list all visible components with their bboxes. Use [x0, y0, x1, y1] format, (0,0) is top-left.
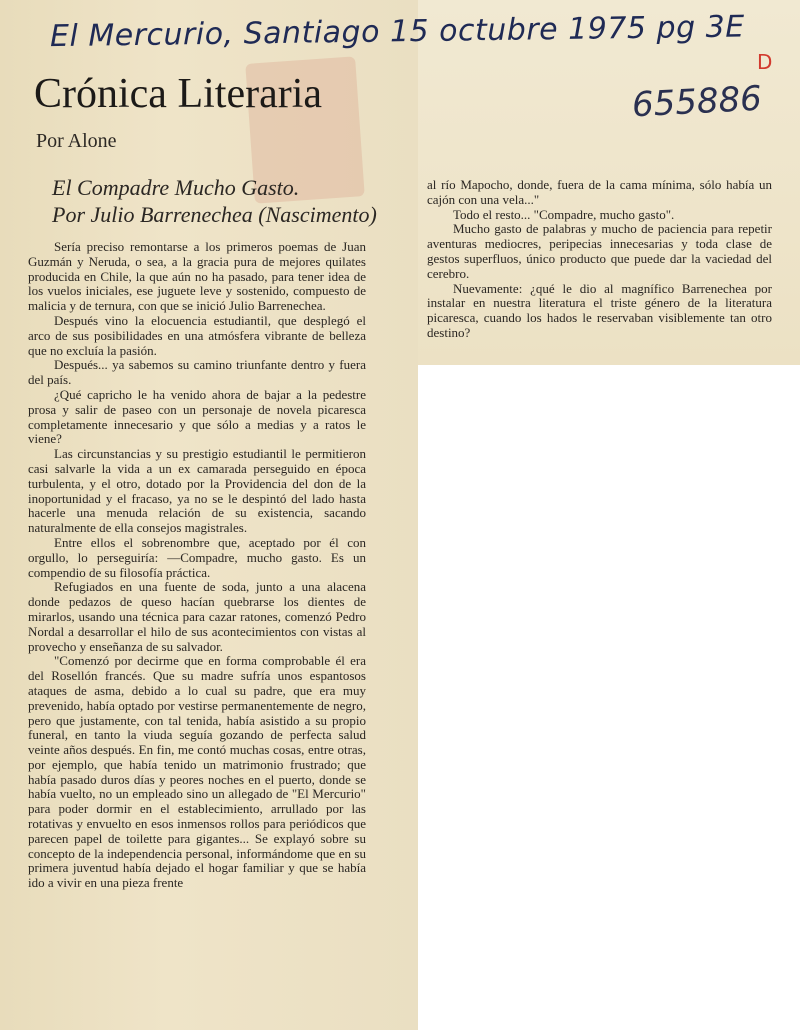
paragraph: Mucho gasto de palabras y mucho de paciencia para repetir aventuras mediocres, peripecias innecesarias y toda clase de gestos superfluos, único producto que puede dar la vaciedad del cerebro.: [427, 221, 772, 281]
handwritten-source-note: El Mercurio, Santiago 15 octubre 1975 pg 3E: [49, 9, 745, 55]
paragraph: Las circunstancias y su prestigio estudiantil le permitieron casi salvarle la vida a un ex camarada perseguido en época turbulenta, y el otro, dotado por la Providencia del don de la inoportunidad y el fracaso, ya no se le despintó del lado hasta hacerle una menuda relación de su existencia, sacando naturalmente de ella consejos magistrales.: [28, 446, 366, 536]
paragraph: al río Mapocho, donde, fuera de la cama mínima, sólo había un cajón con una vela...": [427, 178, 772, 207]
paragraph: Refugiados en una fuente de soda, junto a una alacena donde pedazos de queso hacían quebrarse los dientes de mirarlos, usando una técnica para cazar ratones, comenzó Pedro Nordal a desarrollar el hilo de sus acontecimientos con vistas al provecho y enseñanza de su salvador.: [28, 579, 366, 654]
paragraph: Después vino la elocuencia estudiantil, que desplegó el arco de sus posibilidades en una atmósfera vibrante de belleza que no excluía la pasión.: [28, 312, 366, 358]
article-right-column: [427, 178, 772, 360]
red-pencil-mark: D: [757, 50, 773, 74]
byline: Por Alone: [36, 130, 117, 152]
blank-background: [418, 365, 800, 1030]
paragraph: Sería preciso remontarse a los primeros poemas de Juan Guzmán y Neruda, o sea, a la gracia pura de mejores quilates producida en Chile, la que aún no ha pasado, para tener idea de los vuelos iniciales, ese juguete leve y sostenido, compuesto de malicia y de ternura, con que se inició Julio Barrenechea.: [28, 240, 366, 314]
paragraph: Todo el resto... "Compadre, mucho gasto".: [453, 206, 675, 222]
section-title: Crónica Literaria: [34, 71, 323, 117]
paragraph: Nuevamente: ¿qué le dio al magnífico Barrenechea por instalar en nuestra literatura el triste género de la literatura picaresca, cuando los hados le reservaban visiblemente tan otro destino?: [427, 280, 772, 340]
article-left-column: [28, 240, 366, 1025]
paragraph: ¿Qué capricho le ha venido ahora de bajar a la pedestre prosa y salir de paseo con un personaje de novela picaresca completamente innecesario y que sólo a medias y a ratos le viene?: [28, 386, 366, 447]
book-title-line-1: El Compadre Mucho Gasto.: [52, 175, 300, 200]
paragraph: Entre ellos el sobrenombre que, aceptado por él con orgullo, lo perseguiría: —Compadre, mucho gasto. Es un compendio de su filosofía práctica.: [28, 534, 366, 580]
paragraph: Después... ya sabemos su camino triunfante dentro y fuera del país.: [28, 357, 366, 388]
book-title: [52, 174, 402, 228]
catalog-number: 655886: [631, 78, 763, 126]
book-title-line-2: Por Julio Barrenechea (Nascimento): [52, 202, 377, 227]
paragraph: "Comenzó por decirme que en forma comprobable él era del Rosellón francés. Que su madre sufría unos espantosos ataques de asma, debido a lo cual su padre, que era muy prevenido, había optado por vestirse permanentemente de negro, pero que justamente, con tal tenida, había asistido a su propio funeral, en tanto la viuda seguía gozando de perfecta salud veinte años después. En fin, me contó muchas cosas, entre otras, por ejemplo, que había tenido un matrimonio frustrado; que había pasado duros días y peores noches en el puerto, donde se había vuelto, no un empleado sino un allegado de "El Mercurio" para poder dormir en el establecimiento, arrullado por las rotativas y envuelto en esos inmensos rollos para periódicos que parecen papel de toilette para gigantes... Se explayó sobre su concepto de la independencia personal, informándome que en su primera juventud había dejado el hogar familiar y que se había ido a vivir en una pieza frente: [28, 653, 366, 891]
